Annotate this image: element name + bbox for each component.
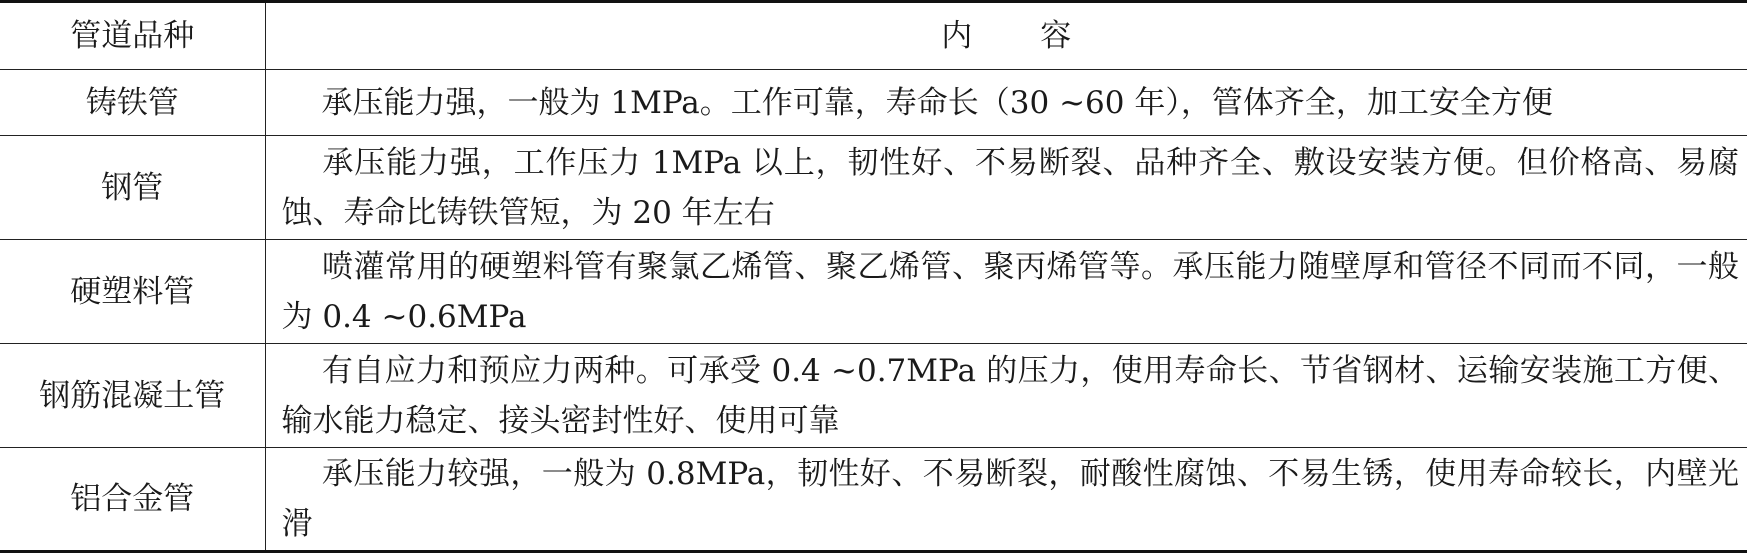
description-cell	[265, 136, 1747, 240]
pipe-type-cell: 硬塑料管	[0, 240, 265, 344]
pipe-type-cell: 铝合金管	[0, 448, 265, 552]
description-cell	[265, 448, 1747, 552]
description-text: 喷灌常用的硬塑料管有聚氯乙烯管、聚乙烯管、聚丙烯管等。承压能力随壁厚和管径不同而不同，一般为 0.4 ~0.6MPa	[281, 248, 1739, 335]
table-row	[0, 344, 1747, 448]
description-cell	[265, 70, 1747, 136]
pipe-type-cell: 钢管	[0, 136, 265, 240]
description-cell	[265, 344, 1747, 448]
pipe-type-cell: 铸铁管	[0, 70, 265, 136]
description-text: 承压能力较强，一般为 0.8MPa，韧性好、不易断裂，耐酸性腐蚀、不易生锈，使用寿命较长，内壁光滑	[281, 456, 1739, 542]
description-text: 有自应力和预应力两种。可承受 0.4 ~0.7MPa 的压力，使用寿命长、节省钢材、运输安装施工方便、输水能力稳定、接头密封性好、使用可靠	[281, 352, 1739, 439]
pipe-type-cell: 钢筋混凝土管	[0, 344, 265, 448]
header-content: 内容	[265, 2, 1747, 70]
description-cell	[265, 240, 1747, 344]
table-row	[0, 448, 1747, 552]
description-text: 承压能力强，工作压力 1MPa 以上，韧性好、不易断裂、品种齐全、敷设安装方便。但价格高、易腐蚀、寿命比铸铁管短，为 20 年左右	[281, 144, 1739, 231]
table-header-row	[0, 2, 1747, 70]
description-text: 承压能力强，一般为 1MPa。工作可靠，寿命长（30 ~60 年），管体齐全，加工安全方便	[321, 84, 1553, 121]
table-row	[0, 136, 1747, 240]
table-row	[0, 70, 1747, 136]
table-row	[0, 240, 1747, 344]
header-pipe-type: 管道品种	[0, 2, 265, 70]
